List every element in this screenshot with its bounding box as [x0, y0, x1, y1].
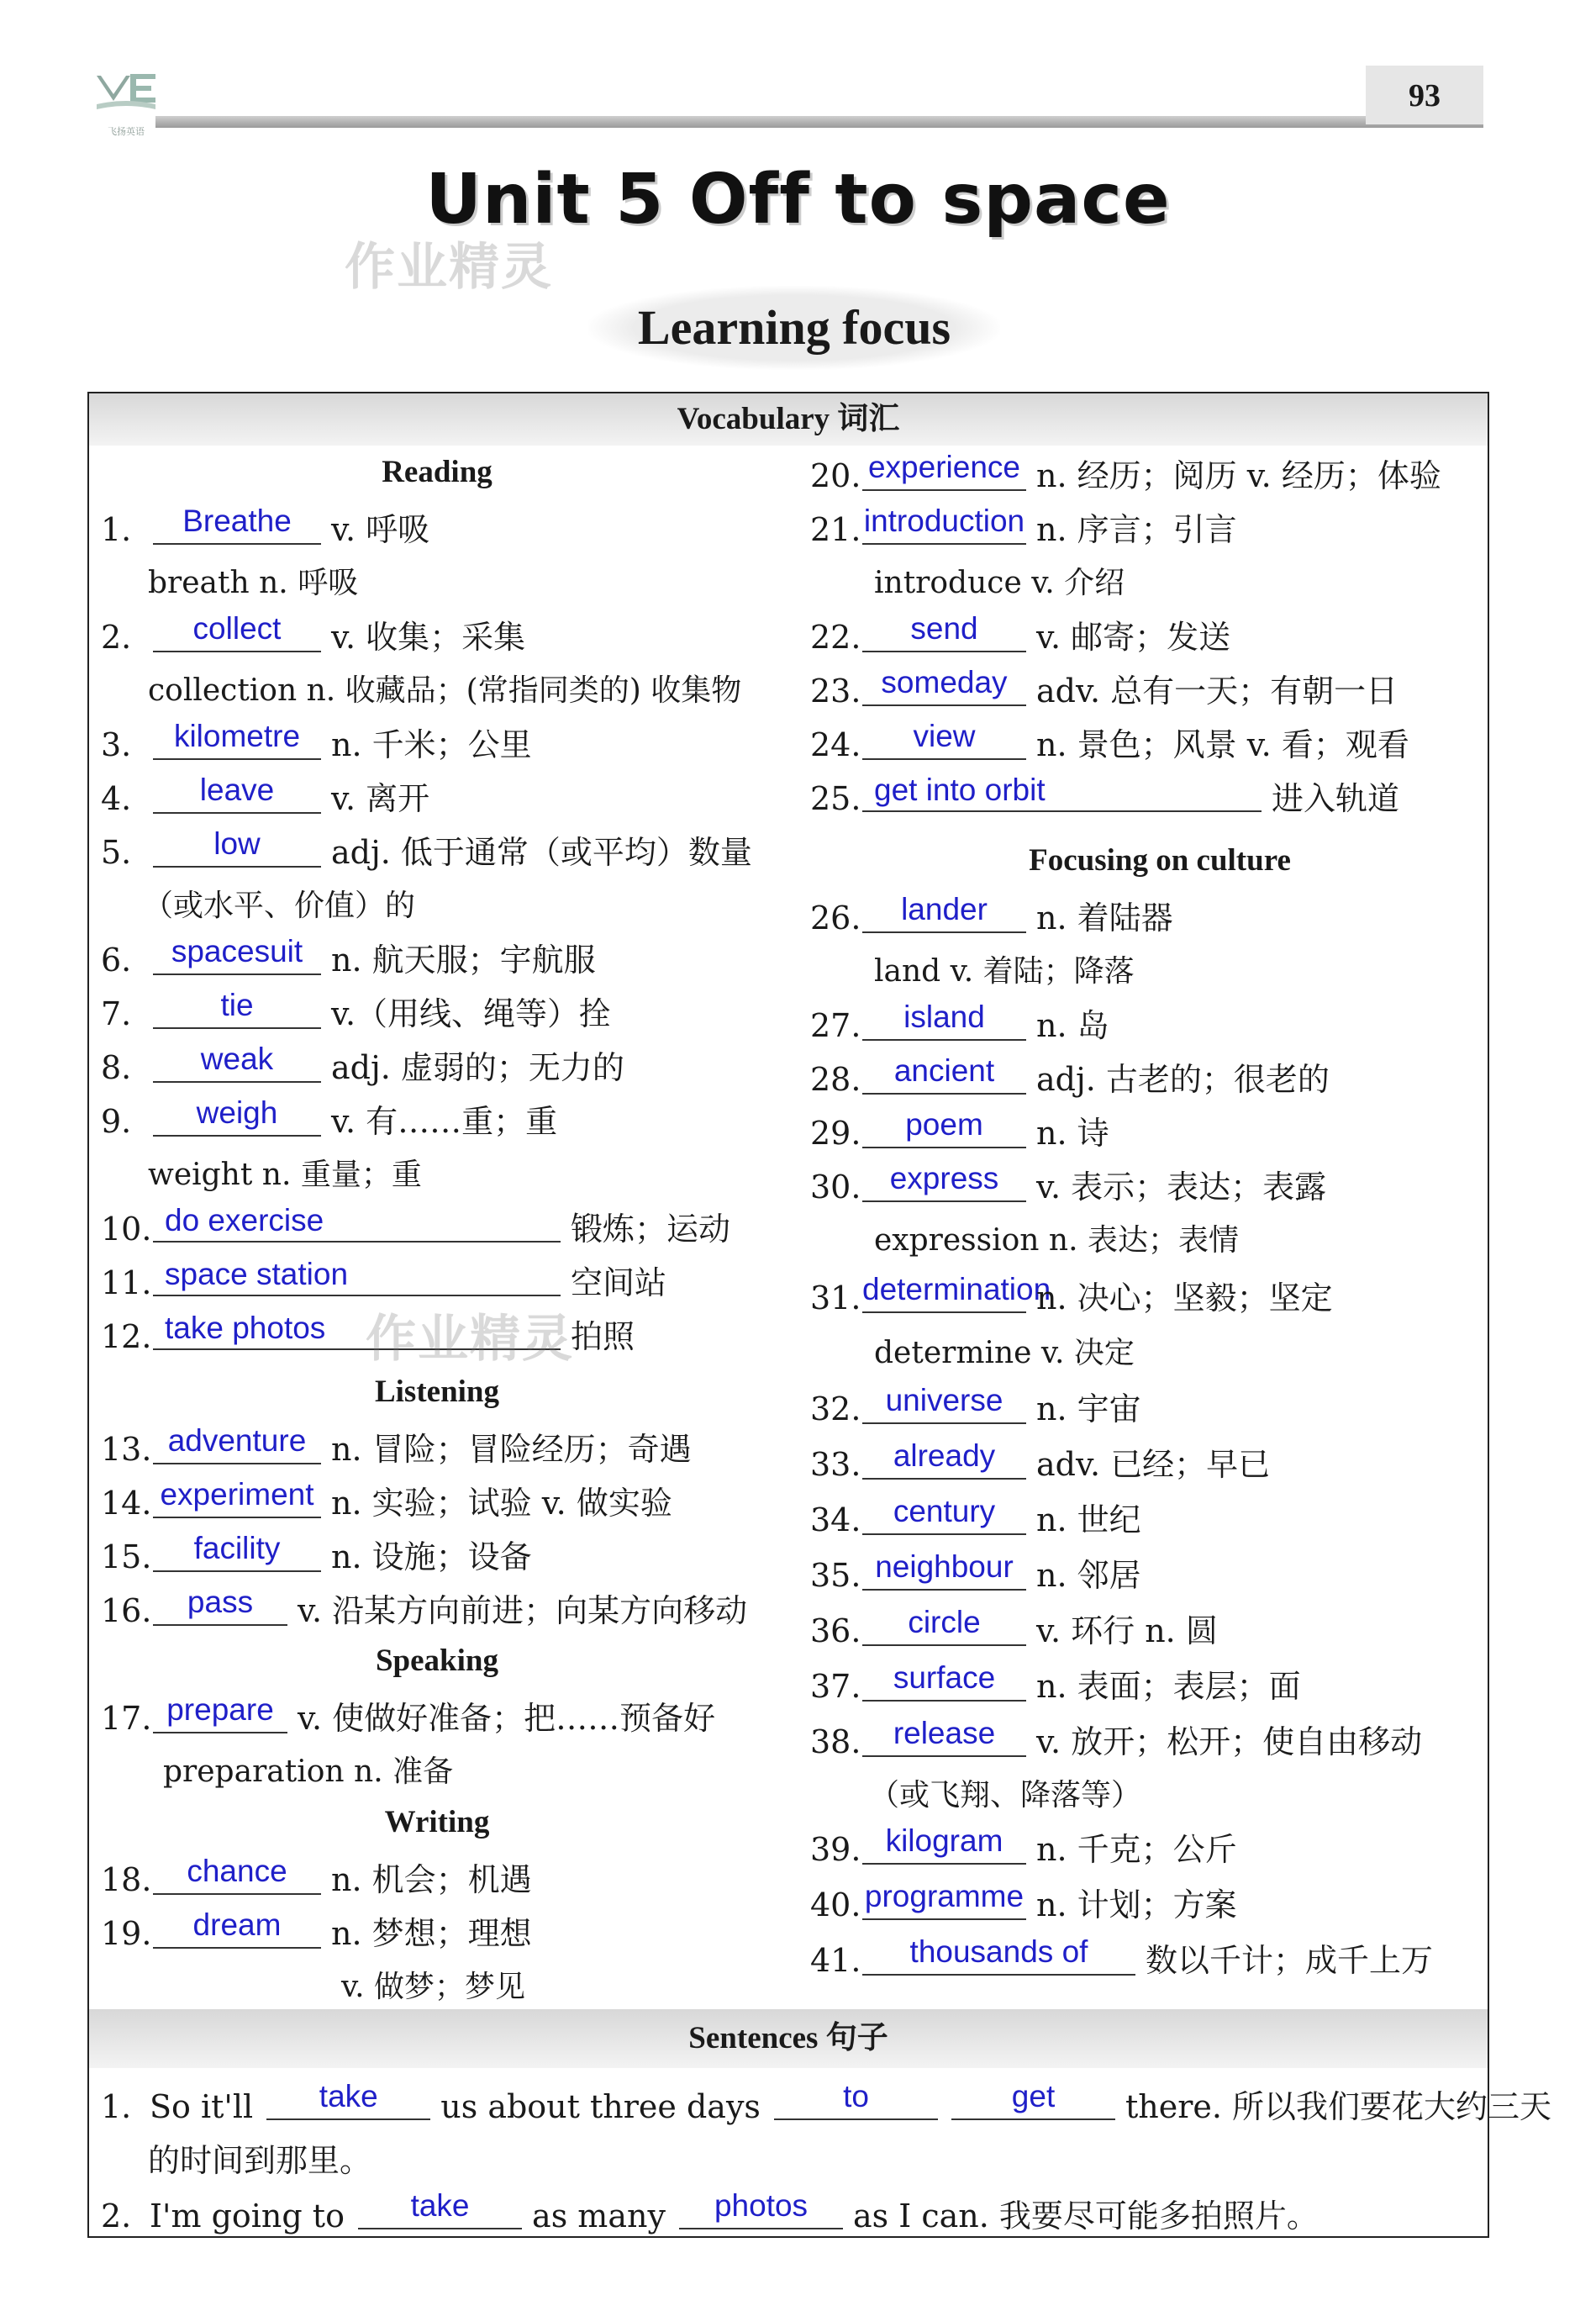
sentence-1: 1. So it'll take us about three days to get there. 所以我们要花大约三天 [101, 2079, 1552, 2125]
answer-blank[interactable]: kilometre [153, 720, 321, 760]
unit-title: Unit 5 Off to space [425, 160, 1171, 240]
answer-blank[interactable]: take photos [153, 1311, 561, 1350]
vocab-item-1-derivative: breath n. 呼吸 [148, 566, 359, 600]
vocab-item-26-derivative: land v. 着陆；降落 [874, 954, 1135, 989]
logo-text: 飞扬英语 [108, 126, 145, 137]
answer-blank[interactable]: century [862, 1495, 1026, 1535]
answer-blank[interactable]: ancient [862, 1054, 1026, 1095]
answer-blank[interactable]: send [862, 612, 1026, 652]
answer-blank[interactable]: chance [153, 1855, 321, 1895]
answer-blank[interactable]: low [153, 827, 321, 868]
vocab-item-14: 14. experiment n. 实验；试验 v. 做实验 [101, 1477, 672, 1522]
section-listening: Listening [374, 1374, 500, 1409]
answer-blank[interactable]: already [862, 1439, 1026, 1480]
answer-blank[interactable]: pass [153, 1586, 287, 1626]
vocab-item-30-derivative: expression n. 表达；表情 [874, 1223, 1240, 1258]
vocab-item-11: 11. space station 空间站 [101, 1257, 667, 1301]
answer-blank[interactable]: lander [862, 893, 1026, 933]
vocab-item-21: 21.introduction n. 序言；引言 [810, 504, 1237, 548]
answer-blank[interactable]: someday [862, 666, 1026, 706]
answer-blank[interactable]: take [266, 2080, 430, 2120]
section-focusing-on-culture: Focusing on culture [1029, 843, 1291, 878]
answer-blank[interactable]: photos [679, 2189, 843, 2229]
answer-blank[interactable]: kilogram [862, 1824, 1026, 1865]
answer-blank[interactable]: facility [153, 1532, 321, 1572]
vocab-item-36: 36. circle v. 环行 n. 圆 [810, 1605, 1218, 1649]
vocab-item-38: 38. release v. 放开；松开；使自由移动 [810, 1716, 1423, 1760]
vocab-item-19: 19. dream n. 梦想；理想 [101, 1907, 532, 1952]
vocab-item-15: 15. facility n. 设施；设备 [101, 1531, 532, 1575]
answer-blank[interactable]: introduction [862, 504, 1026, 545]
vocab-item-29: 29. poem n. 诗 [810, 1107, 1109, 1152]
answer-blank[interactable]: Breathe [153, 504, 321, 545]
vocab-item-37: 37. surface n. 表面；表层；面 [810, 1660, 1301, 1705]
sentences-heading: Sentences 句子 [89, 2009, 1488, 2068]
vocab-item-5-continuation: （或水平、价值）的 [143, 889, 416, 923]
vocab-item-31-derivative: determine v. 决定 [874, 1336, 1135, 1370]
vocab-item-7: 7. tie v.（用线、绳等）拴 [101, 988, 612, 1032]
sentence-1-continuation: 的时间到那里。 [148, 2142, 372, 2179]
vocab-item-31: 31.determinationn. 决心；坚毅；坚定 [810, 1272, 1333, 1316]
vocab-item-18: 18. chance n. 机会；机遇 [101, 1854, 532, 1898]
vocab-item-24: 24. view n. 景色；风景 v. 看；观看 [810, 719, 1409, 763]
vocab-item-32: 32. universe n. 宇宙 [810, 1383, 1141, 1427]
vocab-item-41: 41. thousands of 数以千计；成千上万 [810, 1934, 1434, 1979]
answer-blank[interactable]: island [862, 1000, 1026, 1041]
vocab-item-4: 4. leave v. 离开 [101, 773, 430, 817]
vocab-item-20: 20. experience n. 经历；阅历 v. 经历；体验 [810, 450, 1441, 494]
vocab-item-5: 5. low adj. 低于通常（或平均）数量 [101, 826, 752, 871]
vocab-item-8: 8. weak adj. 虚弱的；无力的 [101, 1042, 624, 1086]
book-logo-icon [92, 67, 160, 126]
vocab-item-17-derivative: preparation n. 准备 [163, 1754, 454, 1789]
vocab-item-40: 40. programme n. 计划；方案 [810, 1879, 1237, 1923]
vocab-item-27: 27. island n. 岛 [810, 1000, 1109, 1044]
answer-blank[interactable]: take [358, 2189, 522, 2229]
answer-blank[interactable]: collect [153, 612, 321, 652]
learning-focus-heading: Learning focus [588, 286, 1000, 370]
section-speaking: Speaking [375, 1644, 498, 1678]
vocab-item-23: 23. someday adv. 总有一天；有朝一日 [810, 665, 1398, 710]
vocab-item-25: 25. get into orbit 进入轨道 [810, 773, 1400, 817]
vocab-item-12: 12. take photos 拍照 [101, 1311, 635, 1355]
vocab-item-9: 9. weigh v. 有……重；重 [101, 1095, 558, 1140]
answer-blank[interactable]: universe [862, 1384, 1026, 1424]
answer-blank[interactable]: thousands of [862, 1935, 1135, 1976]
vocab-item-10: 10. do exercise 锻炼；运动 [101, 1203, 731, 1248]
page-number: 93 [1366, 66, 1483, 124]
vocab-item-17: 17. prepare v. 使做好准备；把……预备好 [101, 1692, 716, 1737]
answer-blank[interactable]: experiment [153, 1478, 321, 1518]
answer-blank[interactable]: programme [862, 1880, 1026, 1920]
vocab-item-22: 22. send v. 邮寄；发送 [810, 611, 1231, 656]
section-writing: Writing [384, 1805, 490, 1839]
answer-blank[interactable]: space station [153, 1258, 561, 1296]
vocab-item-6: 6. spacesuit n. 航天服；宇航服 [101, 934, 596, 979]
vocab-item-39: 39. kilogram n. 千克；公斤 [810, 1823, 1237, 1868]
answer-blank[interactable]: tie [153, 989, 321, 1029]
answer-blank[interactable]: prepare [153, 1693, 287, 1733]
answer-blank[interactable]: poem [862, 1108, 1026, 1148]
answer-blank[interactable]: weak [153, 1042, 321, 1083]
answer-blank[interactable]: leave [153, 773, 321, 814]
answer-blank[interactable]: do exercise [153, 1204, 561, 1243]
answer-blank[interactable]: circle [862, 1606, 1026, 1646]
answer-blank[interactable]: release [862, 1717, 1026, 1757]
vocab-item-33: 33. already adv. 已经；早已 [810, 1438, 1271, 1483]
answer-blank[interactable]: dream [153, 1908, 321, 1949]
vocab-item-2: 2. collect v. 收集；采集 [101, 611, 526, 656]
vocab-item-35: 35. neighbour n. 邻居 [810, 1549, 1141, 1594]
vocab-item-2-derivative: collection n. 收藏品；(常指同类的) 收集物 [148, 673, 742, 708]
answer-blank[interactable]: experience [862, 451, 1026, 491]
vocab-item-3: 3. kilometre n. 千米；公里 [101, 719, 532, 763]
vocab-item-1: 1. Breathe v. 呼吸 [101, 504, 430, 548]
sentence-2: 2. I'm going to take as many photos as I can. 我要尽可能多拍照片。 [101, 2188, 1319, 2234]
answer-blank[interactable]: adventure [153, 1424, 321, 1464]
vocab-item-34: 34. century n. 世纪 [810, 1494, 1141, 1538]
vocab-item-26: 26. lander n. 着陆器 [810, 892, 1173, 937]
answer-blank[interactable]: get into orbit [862, 773, 1262, 812]
answer-blank[interactable]: weigh [153, 1096, 321, 1137]
vocabulary-heading: Vocabulary 词汇 [89, 393, 1488, 446]
publisher-logo [92, 67, 160, 137]
vocab-item-9-derivative: weight n. 重量；重 [148, 1158, 422, 1192]
vocab-item-28: 28. ancient adj. 古老的；很老的 [810, 1053, 1330, 1098]
answer-blank[interactable]: determination [862, 1273, 1026, 1313]
answer-blank[interactable]: spacesuit [153, 935, 321, 975]
section-reading: Reading [382, 455, 492, 489]
watermark: 作业精灵 [345, 238, 553, 297]
answer-blank[interactable]: surface [862, 1661, 1026, 1702]
vocab-item-30: 30. express v. 表示；表达；表露 [810, 1161, 1327, 1206]
answer-blank[interactable]: neighbour [862, 1550, 1026, 1591]
vocab-item-19-verb-sense: v. 做梦；梦见 [341, 1970, 525, 2004]
vocab-item-13: 13. adventure n. 冒险；冒险经历；奇遇 [101, 1423, 692, 1468]
watermark: 作业精灵 [366, 1310, 574, 1369]
vocab-item-38-continuation: （或飞翔、降落等） [869, 1778, 1142, 1812]
vocab-item-21-derivative: introduce v. 介绍 [874, 566, 1125, 600]
answer-blank[interactable]: view [862, 720, 1026, 760]
vocab-item-16: 16. pass v. 沿某方向前进；向某方向移动 [101, 1585, 748, 1629]
answer-blank[interactable]: get [951, 2080, 1115, 2120]
answer-blank[interactable]: express [862, 1162, 1026, 1202]
answer-blank[interactable]: to [774, 2080, 938, 2120]
header-rule [155, 116, 1483, 128]
